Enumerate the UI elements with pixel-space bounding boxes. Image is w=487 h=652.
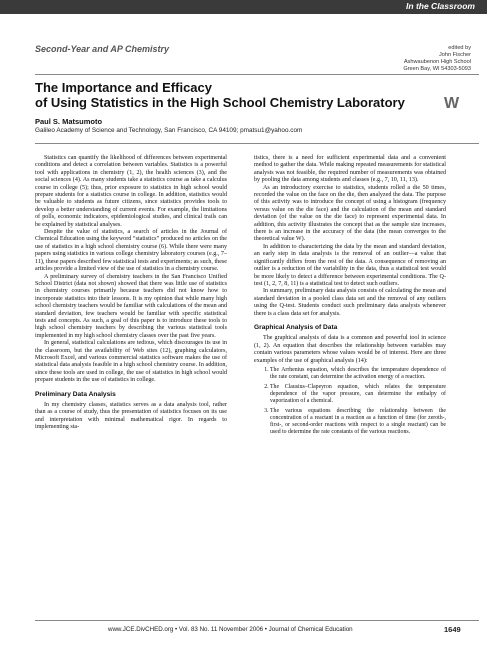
title-line-1: The Importance and Efficacy <box>35 80 212 95</box>
section-title-preliminary: Preliminary Data Analysis <box>35 390 116 398</box>
paragraph: As an introductory exercise to statistics, students rolled a die 50 times, recorded the value on the face on the die, then analyzed the data. The purpose of this activity was to introduce the concept of using a histogram (frequency versus value on the die face) and the calculation of the mean and standard deviation (of the value on the die face) to represent experimental data. In addition, this activity illustrates the concept that as the sample size increases, there is an increase in the accuracy of the data (the mean converges to the theoretical value W). <box>254 184 446 243</box>
section-heading: Second-Year and AP Chemistry <box>35 44 170 54</box>
paragraph: In summary, preliminary data analysis consists of calculating the mean and standard deviation in a pooled class data set and the removal of any outliers using the Q-test. Students conduct such preliminary data analysis whenever there is a class data set for analysis. <box>254 288 446 317</box>
section-title-graphical: Graphical Analysis of Data <box>254 323 338 331</box>
paragraph: tistics, there is a need for sufficient experimental data and a convenient method to gather the data. While making repeated measurements for statistical analysis was not feasible, the required number of measurements was obtained by pooling the data among students and classes (e.g., 7, 10, 11, 13). <box>254 155 446 184</box>
author-affiliation: Galileo Academy of Science and Technology, San Francisco, CA 94109; pmatsu1@yahoo.com <box>35 127 303 134</box>
title-rule <box>35 143 479 144</box>
left-column <box>35 155 227 432</box>
right-column <box>254 155 446 439</box>
examples-list <box>254 367 446 436</box>
list-item: 1. The Arrhenius equation, which describes the temperature dependence of the rate constant, can determine the activation energy of a reaction. <box>270 367 446 381</box>
editor-info <box>351 45 471 73</box>
paragraph: A preliminary survey of chemistry teachers in the San Francisco Unified School District (data not shown) showed that there was little use of statistics in chemistry courses primarily because teachers did not know how to incorporate statistics into their lessons. It is my opinion that while many high school chemistry teachers would be familiar with calculations of the mean and standard deviation, few teachers would be familiar with specific statistical tests and concepts. As such, a goal of this paper is to introduce these tools to high school chemistry teachers by describing the various statistical tools implemented in my high school chemistry classes over the past five years. <box>35 273 227 339</box>
editor-name: John Fischer <box>438 52 471 58</box>
paragraph: In addition to characterizing the data by the mean and standard deviation, an early step in data analysis is the removal of an outlier—a value that significantly differs from the rest of the data. A consequence of removing an outlier is a reduction of the variability in the data, thus a statistical test would be more likely to detect a difference between experimental conditions. The Q-test (1, 2, 7, 8, 11) is a statistical test to detect such outliers. <box>254 243 446 287</box>
article-title <box>35 80 465 110</box>
footer-rule <box>35 620 479 621</box>
editor-school: Ashwaubenon High School <box>403 59 471 65</box>
paragraph: Despite the value of statistics, a search of articles in the Journal of Chemical Education using the keyword “statistics” produced no articles on the use of statistics in a high school chemistry course (6). While there were many papers using statistics in various college chemistry laboratory courses (e.g., 7–11), these papers described few statistical tests and experiments; as such, these articles provide a limited view of the use of statistics in a chemistry course. <box>35 229 227 273</box>
list-item: 3. The various equations describing the relationship between the concentration of a reactant in a reaction as a function of time (for zeroth-, first-, or second-order reactions with respect to a single reactant) can be used to determine the rate constants of the various reactions. <box>270 408 446 436</box>
web-supplement-icon: W <box>444 95 460 112</box>
editor-address: Green Bay, WI 54303-5093 <box>403 66 471 72</box>
header-rule <box>35 74 479 75</box>
paragraph: Statistics can quantify the likelihood of differences between experimental conditions and detect a correlation between variables. Statistics is a powerful tool with applications in chemistry (1, 2), the health sciences (3), and the social sciences (4). As many students take a statistics course as take a calculus course in college (5); thus, prior exposure to statistics in high school would prepare students for a statistics course in college. In addition, statistics would be valuable to students as future citizens, since statistics provides tools to develop a better understanding of current events. For example, the limitations of polls, economic indicators, epidemiological studies, and clinical trails can be explained by statistical analyses. <box>35 155 227 228</box>
page-number: 1649 <box>444 625 461 634</box>
paragraph: In general, statistical calculations are tedious, which discourages its use in the classroom, but the availability of Web sites (12), graphing calculators, Microsoft Excel, and various commercial statistics software makes the use of statistical data analysis feasible in a high school chemistry course. In addition, since these tools are used in college, the use of statistics in high school would prepare students in the use of statistics in college. <box>35 340 227 384</box>
title-line-2: of Using Statistics in the High School Chemistry Laboratory <box>35 95 405 110</box>
footer-text: www.JCE.DivCHED.org • Vol. 83 No. 11 November 2006 • Journal of Chemical Education <box>108 626 353 633</box>
banner-label: In the Classroom <box>406 1 475 11</box>
list-item: 2. The Clausius–Clapeyron equation, which relates the temperature dependence of the vapor pressure, can determine the enthalpy of vaporization of a chemical. <box>270 384 446 405</box>
editor-line: edited by <box>448 45 471 51</box>
section-banner <box>0 0 487 14</box>
paragraph: The graphical analysis of data is a common and powerful tool in science (1, 2). An equation that describes the relationship between variables may contain various parameters whose values would be of interest. Here are three examples of the use of graphical analysis (14): <box>254 335 446 364</box>
author-name: Paul S. Matsumoto <box>35 117 103 126</box>
paragraph: In my chemistry classes, statistics serves as a data analysis tool, rather than as a course of study, thus the presentation of statistics focuses on its use and interpretation with minimal mathematical rigor. In regards to implementing sta- <box>35 402 227 431</box>
